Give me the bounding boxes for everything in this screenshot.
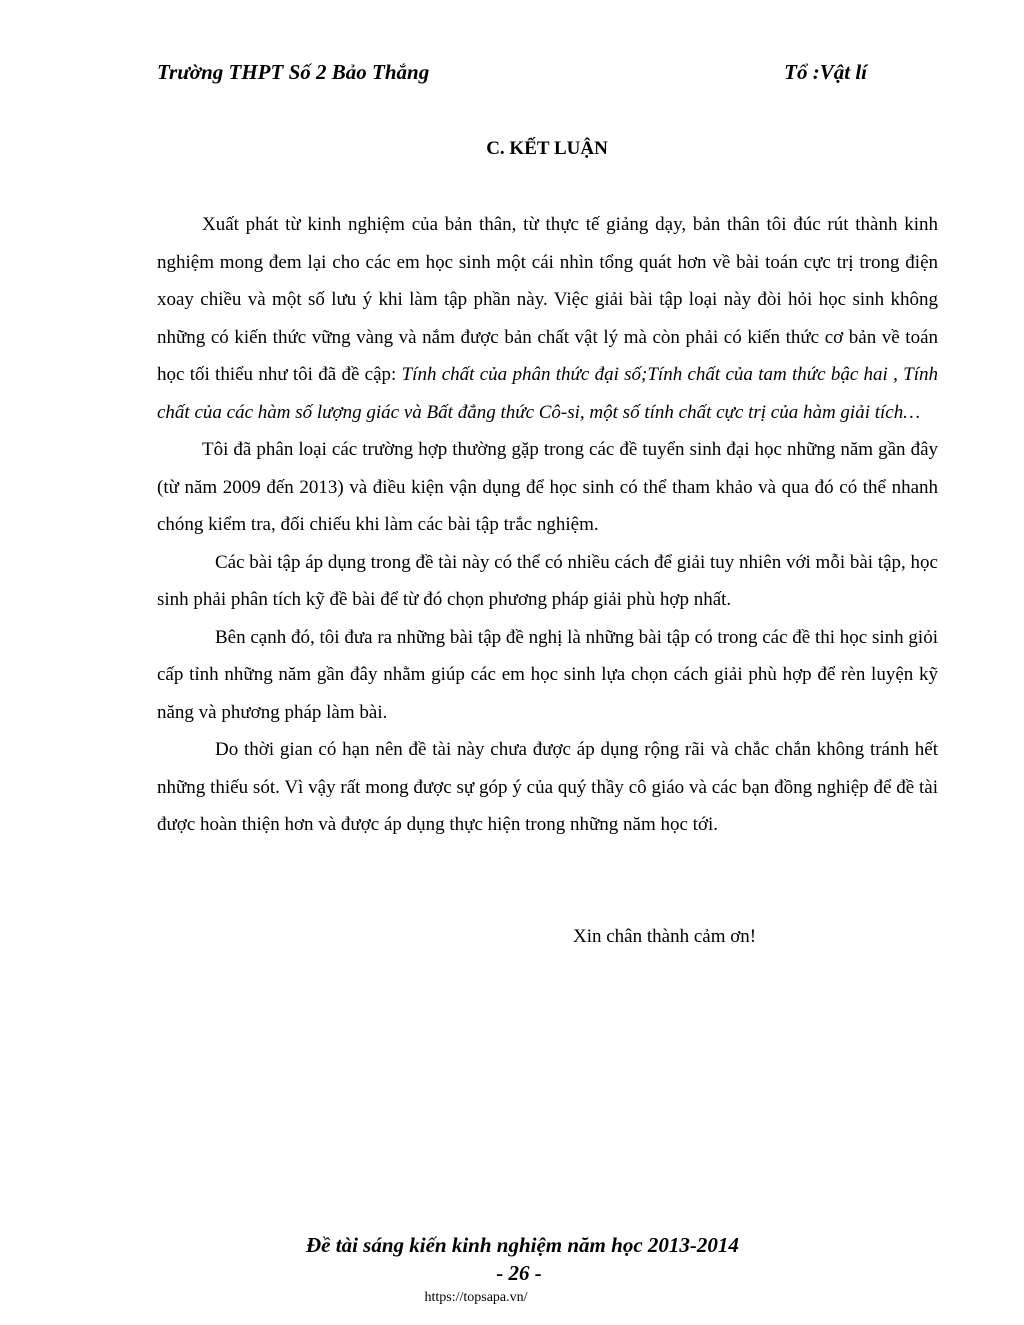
paragraph-1 <box>157 206 938 431</box>
document-body <box>157 206 938 844</box>
paragraph-1-italic-text: Tính chất của phân thức đại số;Tính chất của tam thức bậc hai , Tính chất của các hàm số lượng giác và Bất đẳng thức Cô-si, một số tính chất cực trị của hàm giải tích… <box>157 364 938 423</box>
paragraph-3: Các bài tập áp dụng trong đề tài này có thể có nhiều cách để giải tuy nhiên với mỗi bài tập, học sinh phải phân tích kỹ đề bài để từ đó chọn phương pháp giải phù hợp nhất. <box>157 551 938 610</box>
paragraph-2: Tôi đã phân loại các trường hợp thường gặp trong các đề tuyển sinh đại học những năm gần đây (từ năm 2009 đến 2013) và điều kiện vận dụng để học sinh có thể tham khảo và qua đó có thể nhanh chóng kiểm tra, đối chiếu khi làm các bài tập trắc nghiệm. <box>157 439 938 535</box>
paragraph-4: Bên cạnh đó, tôi đưa ra những bài tập đề nghị là những bài tập có trong các đề thi học sinh giỏi cấp tỉnh những năm gần đây nhằm giúp các em học sinh lựa chọn cách giải phù hợp để rèn luyện kỹ năng và phương pháp làm bài. <box>157 626 938 723</box>
page-header <box>157 60 867 90</box>
paragraph-1-text: Xuất phát từ kinh nghiệm của bản thân, từ thực tế giảng dạy, bản thân tôi đúc rút thành kinh nghiệm mong đem lại cho các em học sinh một cái nhìn tổng quát hơn về bài toán cực trị trong điện xoay chiều và một số lưu ý khi làm tập phần này. Việc giải bài tập loại này đòi hỏi học sinh không những có kiến thức vững vàng và nắm được bản chất vật lý mà còn phải có kiến thức cơ bản về toán học tối thiểu như tôi đã đề cập: <box>157 214 938 385</box>
footer-title: Đề tài sáng kiến kinh nghiệm năm học 2013-2014 <box>306 1233 739 1257</box>
department-name: Tổ :Vật lí <box>784 60 867 84</box>
school-name: Trường THPT Số 2 Bảo Thắng <box>157 60 430 84</box>
source-url: https://topsapa.vn/ <box>424 1290 528 1305</box>
closing-thanks: Xin chân thành cảm ơn! <box>573 926 757 947</box>
paragraph-5: Do thời gian có hạn nên đề tài này chưa được áp dụng rộng rãi và chắc chắn không tránh hết những thiếu sót. Vì vậy rất mong được sự góp ý của quý thầy cô giáo và các bạn đồng nghiệp để đề tài được hoàn thiện hơn và được áp dụng thực hiện trong những năm học tới. <box>157 739 938 835</box>
page-number: - 26 - <box>496 1261 542 1285</box>
section-title: C. KẾT LUẬN <box>486 138 608 159</box>
